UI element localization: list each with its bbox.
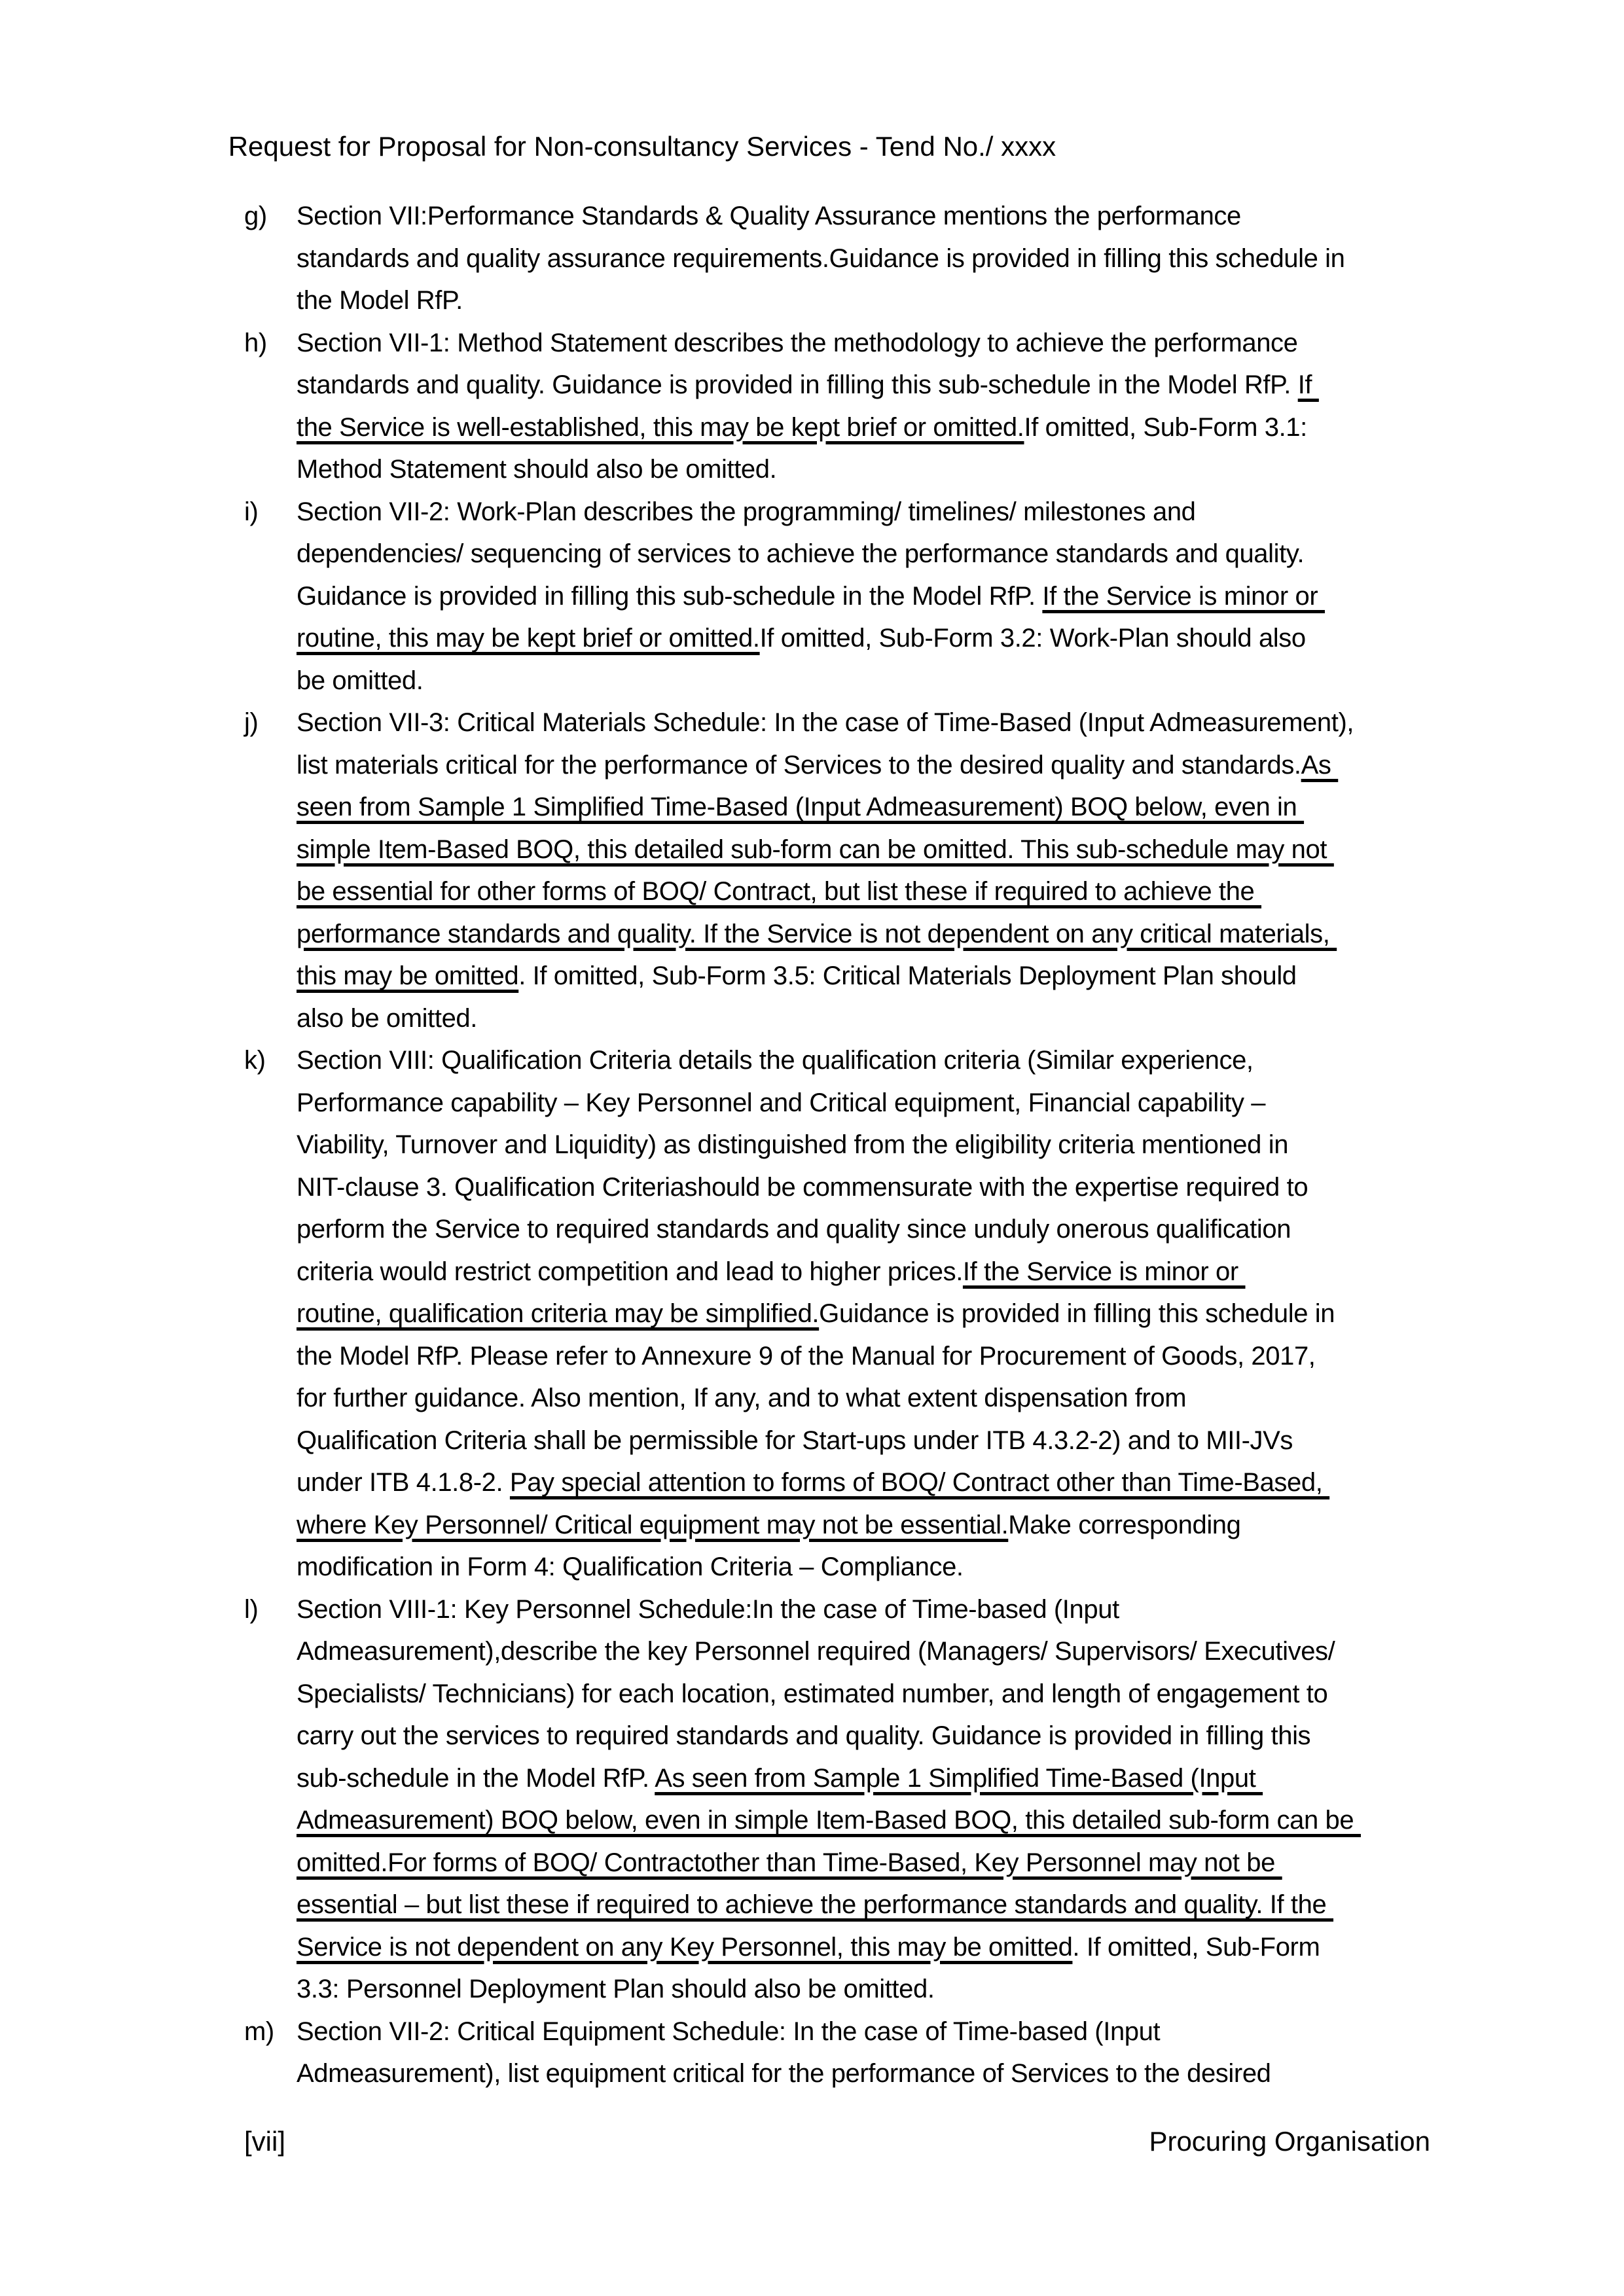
item-label: g) [244,202,267,230]
plain-text: dependencies/ sequencing of services to achieve the performance standards and quality. [297,539,1305,568]
text-line [297,1799,1361,1842]
text-line [297,1504,1335,1547]
list-item [244,491,1361,702]
underlined-text: seen from Sample 1 Simplified Time-Based (Input Admeasurement) BOQ below, even in [297,793,1305,821]
underlined-text: As [1301,750,1339,780]
item-label: j) [244,708,259,737]
plain-text: Guidance is provided in filling this sub-schedule in the Model RfP. [297,581,1043,611]
text-line [297,1166,1335,1209]
text-line [297,195,1345,238]
underlined-text: the Service is well-established, this may be kept brief or omitted. [297,412,1024,442]
text-line [297,913,1354,956]
plain-text: If omitted, Sub-Form 3.1: [1024,412,1307,442]
plain-text: Specialists/ Technicians) for each location, estimated number, and length of engagement to [297,1679,1328,1708]
list-item [244,195,1361,322]
text-line [297,1124,1335,1166]
plain-text: . If omitted, Sub-Form [1072,1932,1320,1962]
text-line [297,364,1319,406]
item-text [297,2011,1271,2095]
underlined-text: As seen from Sample 1 Simplified Time-Based (Input [655,1763,1263,1793]
list-item [244,2011,1361,2095]
page-header-title: Request for Proposal for Non-consultancy Services - Tend No./ xxxx [228,131,1056,162]
text-line [297,617,1325,660]
text-line [297,1842,1361,1884]
text-line [297,829,1354,871]
plain-text: Qualification Criteria shall be permissible for Start-ups under ITB 4.3.2-2) and to MII-JVs [297,1426,1293,1455]
item-text [297,322,1319,491]
underlined-text: If [1297,370,1319,399]
text-line [297,1377,1335,1420]
plain-text: standards and quality. Guidance is provided in filling this sub-schedule in the Model RfP. [297,370,1298,399]
item-label: l) [244,1594,259,1624]
underlined-text: Service is not dependent on any Key Personnel, this may be omitted [297,1932,1073,1962]
item-text [297,702,1354,1039]
text-line [297,786,1354,829]
text-line [297,491,1325,533]
plain-text: Section VII-2: Critical Equipment Schedule: In the case of Time-based (Input [297,2017,1161,2046]
plain-text: criteria would restrict competition and lead to higher prices. [297,1257,963,1286]
text-line [297,955,1354,997]
underlined-text: If the Service is minor or [962,1257,1246,1286]
plain-text: sub-schedule in the Model RfP. [297,1763,655,1793]
underlined-text: this may be omitted [297,961,519,990]
underlined-text: omitted.For forms of BOQ/ Contractother than Time-Based, Key Personnel may not be [297,1848,1282,1877]
item-text [297,491,1325,702]
text-line [297,1673,1361,1715]
text-line [297,533,1325,575]
text-line [297,1630,1361,1673]
text-line [297,1420,1335,1462]
text-line [297,1546,1335,1588]
text-line [297,2011,1271,2053]
underlined-text: performance standards and quality. If the Service is not dependent on any critical materials, [297,919,1337,948]
plain-text: Section VII:Performance Standards & Quality Assurance mentions the performance [297,202,1241,230]
item-text [297,1039,1335,1588]
plain-text: Guidance is provided in filling this schedule in [819,1299,1335,1328]
plain-text: Performance capability – Key Personnel and Critical equipment, Financial capability – [297,1088,1266,1117]
item-label: h) [244,328,267,357]
text-line [297,1251,1335,1293]
section-guidance-list [244,195,1361,2095]
plain-text: standards and quality assurance requirements.Guidance is provided in filling this schedule in [297,243,1345,273]
list-item [244,1039,1361,1588]
text-line [297,1715,1361,1757]
text-line [297,575,1325,618]
item-label: m) [244,2017,274,2046]
footer-organisation: Procuring Organisation [1149,2126,1430,2157]
page-header [198,96,1056,198]
plain-text: Section VII-2: Work-Plan describes the programming/ timelines/ milestones and [297,497,1196,526]
plain-text: Viability, Turnover and Liquidity) as distinguished from the eligibility criteria mentioned in [297,1130,1289,1159]
plain-text: list materials critical for the performance of Services to the desired quality and standards. [297,750,1301,780]
plain-text: perform the Service to required standards and quality since unduly onerous qualification [297,1215,1291,1244]
underlined-text: Admeasurement) BOQ below, even in simple Item-Based BOQ, this detailed sub-form can be [297,1806,1361,1835]
footer-page-number: [vii] [244,2126,285,2157]
text-line [297,870,1354,913]
plain-text: . If omitted, Sub-Form 3.5: Critical Materials Deployment Plan should [518,961,1297,990]
plain-text: Section VIII: Qualification Criteria details the qualification criteria (Similar experience, [297,1046,1254,1075]
underlined-text: Pay special attention to forms of BOQ/ Contract other than Time-Based, [509,1468,1330,1497]
list-item [244,702,1361,1039]
plain-text: carry out the services to required standards and quality. Guidance is provided in filling this [297,1721,1311,1750]
plain-text: Admeasurement),describe the key Personnel required (Managers/ Supervisors/ Executives/ [297,1637,1335,1666]
item-text [297,195,1345,322]
text-line [297,1588,1361,1631]
text-line [297,1039,1335,1082]
plain-text: Admeasurement), list equipment critical for the performance of Services to the desired [297,2059,1271,2088]
plain-text: under ITB 4.1.8-2. [297,1468,510,1497]
text-line [297,322,1319,365]
plain-text: also be omitted. [297,1003,477,1033]
plain-text: modification in Form 4: Qualification Criteria – Compliance. [297,1552,964,1581]
plain-text: Make corresponding [1008,1510,1241,1539]
plain-text: Method Statement should also be omitted. [297,455,777,484]
text-line [297,1082,1335,1124]
text-line [297,1926,1361,1969]
underlined-text: be essential for other forms of BOQ/ Contract, but list these if required to achieve the [297,877,1262,906]
plain-text: the Model RfP. Please refer to Annexure 9 of the Manual for Procurement of Goods, 2017, [297,1341,1316,1371]
plain-text: the Model RfP. [297,286,463,315]
page-footer [244,2125,1430,2159]
underlined-text: If the Service is minor or [1042,581,1325,611]
plain-text: for further guidance. Also mention, If any, and to what extent dispensation from [297,1384,1187,1412]
text-line [297,406,1319,449]
list-item [244,1588,1361,2011]
underlined-text: routine, this may be kept brief or omitted. [297,624,760,653]
list-item [244,322,1361,491]
item-label: k) [244,1046,266,1075]
text-line [297,1293,1335,1335]
text-line [297,2053,1271,2095]
plain-text: Section VIII-1: Key Personnel Schedule:In the case of Time-based (Input [297,1594,1119,1624]
text-line [297,279,1345,322]
text-line [297,448,1319,491]
text-line [297,1757,1361,1800]
text-line [297,1884,1361,1926]
underlined-text: where Key Personnel/ Critical equipment may not be essential. [297,1510,1009,1539]
plain-text: NIT-clause 3. Qualification Criteriashould be commensurate with the expertise required to [297,1172,1308,1202]
text-line [297,1462,1335,1504]
plain-text: If omitted, Sub-Form 3.2: Work-Plan should also [759,624,1306,653]
plain-text: Section VII-1: Method Statement describes the methodology to achieve the performance [297,328,1298,357]
text-line [297,702,1354,744]
text-line [297,660,1325,702]
text-line [297,1968,1361,2011]
underlined-text: simple Item-Based BOQ, this detailed sub-form can be omitted. This sub-schedule may not [297,834,1334,864]
item-text [297,1588,1361,2011]
text-line [297,1208,1335,1251]
plain-text: 3.3: Personnel Deployment Plan should also be omitted. [297,1975,935,2003]
text-line [297,238,1345,280]
text-line [297,997,1354,1040]
text-line [297,1335,1335,1378]
plain-text: be omitted. [297,666,424,695]
underlined-text: essential – but list these if required to achieve the performance standards and quality. If the [297,1890,1334,1919]
plain-text: Section VII-3: Critical Materials Schedule: In the case of Time-Based (Input Admeasurement), [297,708,1354,737]
item-label: i) [244,497,259,526]
underlined-text: routine, qualification criteria may be simplified. [297,1299,820,1328]
text-line [297,744,1354,787]
